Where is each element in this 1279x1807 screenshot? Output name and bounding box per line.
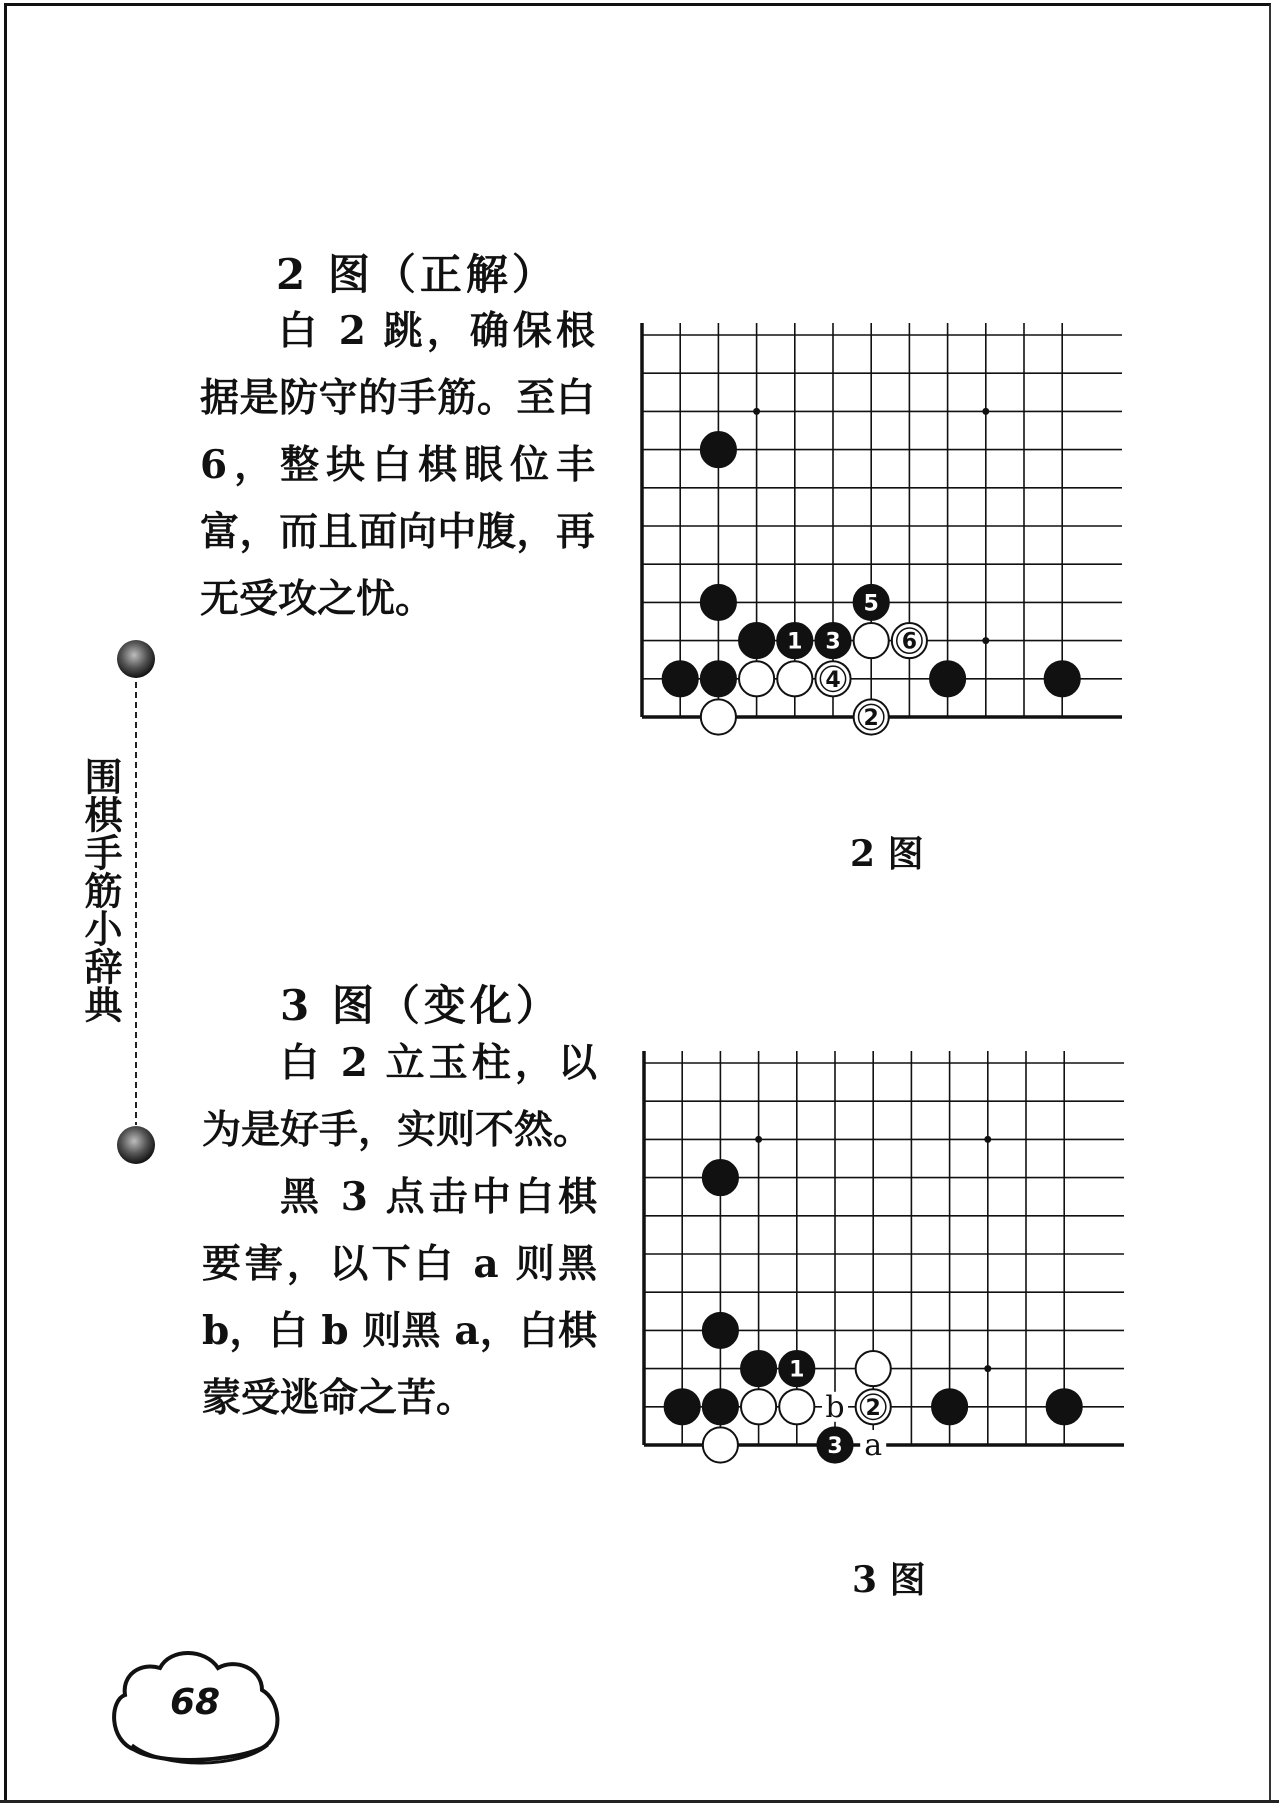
white-stone [856, 1351, 891, 1386]
page-number: 68 [170, 1682, 221, 1723]
section-3-heading: 3 图（变化） [280, 981, 562, 1030]
star-point [755, 1136, 762, 1143]
stone-number-label: 6 [901, 629, 918, 655]
black-stone [703, 1389, 738, 1424]
black-stone [1047, 1389, 1082, 1424]
stone-number-label: 2 [863, 706, 879, 731]
white-stone [856, 1389, 891, 1424]
white-stone [703, 1427, 738, 1462]
star-point [984, 1136, 991, 1143]
star-point [984, 1365, 991, 1372]
diagram-3-caption: 3 图 [852, 1559, 926, 1601]
stone-number-label: 2 [865, 1395, 881, 1421]
white-stone [779, 1389, 814, 1424]
black-stone [817, 1427, 852, 1462]
black-stone [703, 1313, 738, 1348]
letter-mark: b [825, 1389, 845, 1425]
stone-number-label: 3 [825, 629, 841, 655]
diagram-2-caption: 2 图 [850, 833, 924, 875]
stone-number-label: 4 [825, 667, 841, 693]
black-stone [703, 1160, 738, 1195]
black-stone [932, 1389, 967, 1424]
sidebar-book-title: 围棋手筋小辞典 [78, 757, 122, 1023]
stone-number-label: 1 [787, 629, 803, 655]
section-2-heading: 2 图（正解） [276, 250, 558, 299]
black-stone [779, 1351, 814, 1386]
section-3-paragraph-1: 白 2 立玉柱，以为是好手，实则不然。 [202, 1040, 597, 1153]
white-stone [741, 1389, 776, 1424]
black-stone [665, 1389, 700, 1424]
stone-number-label: 3 [827, 1434, 843, 1459]
letter-mark: a [864, 1428, 883, 1463]
stone-number-label: 1 [789, 1357, 805, 1383]
section-3-paragraph-2: 黑 3 点击中白棋要害，以下白 a 则黑 b，白 b 则黑 a，白棋蒙受逃命之苦。 [202, 1174, 597, 1421]
black-stone [741, 1351, 776, 1386]
stone-number-label: 5 [863, 591, 879, 617]
section-2-paragraph: 白 2 跳，确保根据是防守的手筋。至白 6，整块白棋眼位丰富，而且面向中腹，再无受攻之忧。 [200, 308, 595, 622]
